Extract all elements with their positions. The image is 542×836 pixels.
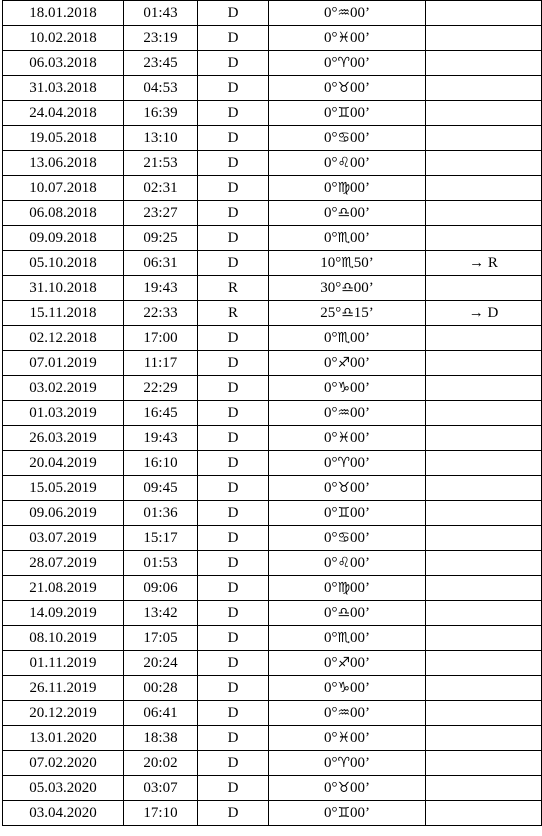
time-cell: 09:25 xyxy=(124,226,198,251)
time-cell: 13:10 xyxy=(124,126,198,151)
time-cell: 22:29 xyxy=(124,376,198,401)
direction-cell: R xyxy=(198,301,269,326)
zodiac-sign-icon: ♓ xyxy=(337,29,351,46)
station-note-cell xyxy=(426,626,542,651)
date-cell: 05.10.2018 xyxy=(3,251,124,276)
direction-cell: R xyxy=(198,276,269,301)
table-row xyxy=(3,326,542,351)
direction-cell: D xyxy=(198,676,269,701)
time-cell: 17:00 xyxy=(124,326,198,351)
position-cell xyxy=(269,326,426,351)
position-cell xyxy=(269,801,426,826)
station-note-cell: → D xyxy=(426,301,542,326)
time-cell: 15:17 xyxy=(124,526,198,551)
date-cell: 21.08.2019 xyxy=(3,576,124,601)
position-degrees: 0° xyxy=(323,179,338,196)
position-degrees: 0° xyxy=(323,779,338,796)
direction-cell: D xyxy=(198,126,269,151)
zodiac-sign-icon: ♑ xyxy=(337,679,351,696)
station-note-cell xyxy=(426,801,542,826)
table-row xyxy=(3,226,542,251)
station-note-cell xyxy=(426,276,542,301)
position-minutes: 00’ xyxy=(350,379,371,396)
station-note-cell xyxy=(426,576,542,601)
position-degrees: 0° xyxy=(323,229,338,246)
table-row xyxy=(3,501,542,526)
station-note-cell xyxy=(426,451,542,476)
zodiac-sign-icon: ♏ xyxy=(337,229,351,246)
time-cell: 01:53 xyxy=(124,551,198,576)
table-row xyxy=(3,76,542,101)
position-degrees: 0° xyxy=(323,804,338,821)
direction-cell: D xyxy=(198,726,269,751)
table-row xyxy=(3,276,542,301)
table-row xyxy=(3,1,542,26)
position-degrees: 0° xyxy=(323,154,338,171)
table-row xyxy=(3,426,542,451)
position-cell xyxy=(269,401,426,426)
time-cell: 02:31 xyxy=(124,176,198,201)
table-row xyxy=(3,51,542,76)
table-row xyxy=(3,576,542,601)
time-cell: 23:19 xyxy=(124,26,198,51)
zodiac-sign-icon: ♉ xyxy=(337,479,351,496)
position-degrees: 0° xyxy=(323,504,338,521)
table-row xyxy=(3,201,542,226)
direction-cell: D xyxy=(198,176,269,201)
zodiac-sign-icon: ♈ xyxy=(337,754,351,771)
position-minutes: 15’ xyxy=(353,304,374,321)
position-minutes: 00’ xyxy=(350,604,371,621)
time-cell: 01:36 xyxy=(124,501,198,526)
position-degrees: 0° xyxy=(323,729,338,746)
table-row xyxy=(3,651,542,676)
position-minutes: 50’ xyxy=(353,254,374,271)
position-minutes: 00’ xyxy=(350,229,371,246)
date-cell: 01.03.2019 xyxy=(3,401,124,426)
position-degrees: 0° xyxy=(323,679,338,696)
direction-cell: D xyxy=(198,801,269,826)
zodiac-sign-icon: ♎ xyxy=(337,204,351,221)
direction-cell: D xyxy=(198,701,269,726)
station-note-cell xyxy=(426,151,542,176)
position-minutes: 00’ xyxy=(353,279,374,296)
time-cell: 16:45 xyxy=(124,401,198,426)
table-row xyxy=(3,776,542,801)
position-minutes: 00’ xyxy=(350,629,371,646)
time-cell: 20:24 xyxy=(124,651,198,676)
table-row xyxy=(3,401,542,426)
position-cell xyxy=(269,526,426,551)
ephemeris-table-body xyxy=(3,1,542,826)
position-minutes: 00’ xyxy=(350,104,371,121)
table-row xyxy=(3,676,542,701)
position-cell xyxy=(269,726,426,751)
direction-cell: D xyxy=(198,526,269,551)
position-minutes: 00’ xyxy=(350,204,371,221)
position-degrees: 0° xyxy=(323,604,338,621)
position-cell xyxy=(269,151,426,176)
position-cell xyxy=(269,251,426,276)
station-note-cell xyxy=(426,26,542,51)
table-row xyxy=(3,376,542,401)
date-cell: 31.03.2018 xyxy=(3,76,124,101)
zodiac-sign-icon: ♓ xyxy=(337,429,351,446)
position-cell xyxy=(269,51,426,76)
station-note-cell xyxy=(426,201,542,226)
time-cell: 03:07 xyxy=(124,776,198,801)
direction-cell: D xyxy=(198,551,269,576)
position-degrees: 25° xyxy=(320,304,342,321)
position-minutes: 00’ xyxy=(350,29,371,46)
station-note-cell xyxy=(426,101,542,126)
position-minutes: 00’ xyxy=(350,79,371,96)
position-cell xyxy=(269,76,426,101)
station-note-cell xyxy=(426,526,542,551)
station-note-cell: → R xyxy=(426,251,542,276)
table-row xyxy=(3,251,542,276)
position-minutes: 00’ xyxy=(350,179,371,196)
position-cell xyxy=(269,101,426,126)
position-cell xyxy=(269,301,426,326)
table-row xyxy=(3,551,542,576)
direction-cell: D xyxy=(198,151,269,176)
zodiac-sign-icon: ♌ xyxy=(337,554,351,571)
zodiac-sign-icon: ♎ xyxy=(341,304,354,321)
table-row xyxy=(3,601,542,626)
position-degrees: 0° xyxy=(323,754,338,771)
time-cell: 09:06 xyxy=(124,576,198,601)
position-minutes: 00’ xyxy=(350,529,371,546)
direction-cell: D xyxy=(198,51,269,76)
position-minutes: 00’ xyxy=(350,704,371,721)
position-minutes: 00’ xyxy=(350,504,371,521)
date-cell: 07.01.2019 xyxy=(3,351,124,376)
time-cell: 23:27 xyxy=(124,201,198,226)
time-cell: 01:43 xyxy=(124,1,198,26)
position-degrees: 0° xyxy=(323,129,338,146)
position-cell xyxy=(269,126,426,151)
time-cell: 21:53 xyxy=(124,151,198,176)
position-cell xyxy=(269,376,426,401)
station-note-cell xyxy=(426,776,542,801)
position-minutes: 00’ xyxy=(350,4,371,21)
position-cell xyxy=(269,626,426,651)
position-degrees: 0° xyxy=(323,454,338,471)
direction-cell: D xyxy=(198,451,269,476)
date-cell: 13.06.2018 xyxy=(3,151,124,176)
zodiac-sign-icon: ♉ xyxy=(337,779,351,796)
time-cell: 19:43 xyxy=(124,276,198,301)
zodiac-sign-icon: ♈ xyxy=(337,454,351,471)
date-cell: 09.09.2018 xyxy=(3,226,124,251)
time-cell: 22:33 xyxy=(124,301,198,326)
position-cell xyxy=(269,426,426,451)
station-note-cell xyxy=(426,551,542,576)
table-row xyxy=(3,126,542,151)
position-degrees: 0° xyxy=(323,79,338,96)
position-minutes: 00’ xyxy=(350,554,371,571)
table-row xyxy=(3,476,542,501)
zodiac-sign-icon: ♈ xyxy=(337,54,351,71)
direction-cell: D xyxy=(198,476,269,501)
direction-cell: D xyxy=(198,201,269,226)
date-cell: 26.03.2019 xyxy=(3,426,124,451)
position-minutes: 00’ xyxy=(350,804,371,821)
position-degrees: 0° xyxy=(323,429,338,446)
position-minutes: 00’ xyxy=(350,329,371,346)
time-cell: 17:05 xyxy=(124,626,198,651)
zodiac-sign-icon: ♎ xyxy=(341,279,354,296)
position-cell xyxy=(269,501,426,526)
station-note-cell xyxy=(426,351,542,376)
table-row xyxy=(3,451,542,476)
station-note-cell xyxy=(426,326,542,351)
table-row xyxy=(3,801,542,826)
date-cell: 10.02.2018 xyxy=(3,26,124,51)
position-degrees: 0° xyxy=(323,704,338,721)
position-degrees: 0° xyxy=(323,4,338,21)
position-degrees: 0° xyxy=(323,104,338,121)
table-row xyxy=(3,301,542,326)
date-cell: 15.11.2018 xyxy=(3,301,124,326)
zodiac-sign-icon: ♏ xyxy=(337,629,351,646)
date-cell: 06.03.2018 xyxy=(3,51,124,76)
zodiac-sign-icon: ♋ xyxy=(337,529,351,546)
position-cell xyxy=(269,226,426,251)
position-cell xyxy=(269,701,426,726)
date-cell: 06.08.2018 xyxy=(3,201,124,226)
position-minutes: 00’ xyxy=(350,429,371,446)
station-note-cell xyxy=(426,226,542,251)
station-note-cell xyxy=(426,76,542,101)
direction-cell: D xyxy=(198,376,269,401)
direction-cell: D xyxy=(198,76,269,101)
date-cell: 13.01.2020 xyxy=(3,726,124,751)
station-note-cell xyxy=(426,476,542,501)
position-degrees: 0° xyxy=(323,29,338,46)
direction-cell: D xyxy=(198,101,269,126)
direction-cell: D xyxy=(198,401,269,426)
date-cell: 26.11.2019 xyxy=(3,676,124,701)
station-note-cell xyxy=(426,676,542,701)
date-cell: 03.04.2020 xyxy=(3,801,124,826)
zodiac-sign-icon: ♊ xyxy=(337,104,351,121)
table-row xyxy=(3,101,542,126)
position-minutes: 00’ xyxy=(350,754,371,771)
position-degrees: 0° xyxy=(323,379,338,396)
position-degrees: 0° xyxy=(323,579,338,596)
position-cell xyxy=(269,26,426,51)
date-cell: 08.10.2019 xyxy=(3,626,124,651)
position-cell xyxy=(269,201,426,226)
station-note-cell xyxy=(426,376,542,401)
station-note-cell xyxy=(426,751,542,776)
station-note-cell xyxy=(426,601,542,626)
position-cell xyxy=(269,551,426,576)
zodiac-sign-icon: ♋ xyxy=(337,129,351,146)
date-cell: 15.05.2019 xyxy=(3,476,124,501)
zodiac-sign-icon: ♐ xyxy=(337,654,351,671)
position-degrees: 0° xyxy=(323,354,338,371)
zodiac-sign-icon: ♍ xyxy=(337,179,351,196)
date-cell: 31.10.2018 xyxy=(3,276,124,301)
date-cell: 10.07.2018 xyxy=(3,176,124,201)
zodiac-sign-icon: ♎ xyxy=(337,604,351,621)
direction-cell: D xyxy=(198,576,269,601)
direction-cell: D xyxy=(198,326,269,351)
table-row xyxy=(3,26,542,51)
position-minutes: 00’ xyxy=(350,354,371,371)
zodiac-sign-icon: ♊ xyxy=(337,804,351,821)
direction-cell: D xyxy=(198,26,269,51)
position-cell xyxy=(269,576,426,601)
station-note-cell xyxy=(426,651,542,676)
position-cell xyxy=(269,451,426,476)
position-degrees: 0° xyxy=(323,54,338,71)
position-minutes: 00’ xyxy=(350,129,371,146)
position-cell xyxy=(269,351,426,376)
direction-cell: D xyxy=(198,226,269,251)
time-cell: 06:31 xyxy=(124,251,198,276)
table-row xyxy=(3,726,542,751)
date-cell: 07.02.2020 xyxy=(3,751,124,776)
zodiac-sign-icon: ♒ xyxy=(337,404,351,421)
direction-cell: D xyxy=(198,426,269,451)
position-degrees: 0° xyxy=(323,554,338,571)
station-note-cell xyxy=(426,726,542,751)
position-minutes: 00’ xyxy=(350,404,371,421)
direction-cell: D xyxy=(198,651,269,676)
direction-cell: D xyxy=(198,1,269,26)
direction-cell: D xyxy=(198,251,269,276)
position-cell xyxy=(269,476,426,501)
position-degrees: 0° xyxy=(323,329,338,346)
position-minutes: 00’ xyxy=(350,679,371,696)
position-degrees: 0° xyxy=(323,404,338,421)
date-cell: 03.07.2019 xyxy=(3,526,124,551)
zodiac-sign-icon: ♏ xyxy=(337,329,351,346)
table-row xyxy=(3,351,542,376)
position-degrees: 0° xyxy=(323,629,338,646)
position-minutes: 00’ xyxy=(350,454,371,471)
table-row xyxy=(3,751,542,776)
zodiac-sign-icon: ♑ xyxy=(337,379,351,396)
direction-cell: D xyxy=(198,501,269,526)
position-minutes: 00’ xyxy=(350,154,371,171)
time-cell: 23:45 xyxy=(124,51,198,76)
date-cell: 20.12.2019 xyxy=(3,701,124,726)
date-cell: 02.12.2018 xyxy=(3,326,124,351)
direction-cell: D xyxy=(198,626,269,651)
zodiac-sign-icon: ♒ xyxy=(337,704,351,721)
zodiac-sign-icon: ♐ xyxy=(337,354,351,371)
time-cell: 17:10 xyxy=(124,801,198,826)
zodiac-sign-icon: ♓ xyxy=(337,729,351,746)
time-cell: 04:53 xyxy=(124,76,198,101)
date-cell: 28.07.2019 xyxy=(3,551,124,576)
zodiac-sign-icon: ♊ xyxy=(337,504,351,521)
time-cell: 06:41 xyxy=(124,701,198,726)
station-note-cell xyxy=(426,1,542,26)
date-cell: 18.01.2018 xyxy=(3,1,124,26)
position-cell xyxy=(269,776,426,801)
position-minutes: 00’ xyxy=(350,479,371,496)
position-degrees: 0° xyxy=(323,204,338,221)
date-cell: 05.03.2020 xyxy=(3,776,124,801)
zodiac-sign-icon: ♒ xyxy=(337,4,351,21)
zodiac-sign-icon: ♍ xyxy=(337,579,351,596)
position-degrees: 0° xyxy=(323,479,338,496)
station-note-cell xyxy=(426,426,542,451)
station-note-cell xyxy=(426,176,542,201)
position-minutes: 00’ xyxy=(350,54,371,71)
position-degrees: 0° xyxy=(323,529,338,546)
position-cell xyxy=(269,751,426,776)
direction-cell: D xyxy=(198,776,269,801)
ephemeris-table xyxy=(2,0,542,826)
date-cell: 09.06.2019 xyxy=(3,501,124,526)
station-note-cell xyxy=(426,701,542,726)
table-row xyxy=(3,626,542,651)
time-cell: 00:28 xyxy=(124,676,198,701)
time-cell: 20:02 xyxy=(124,751,198,776)
position-degrees: 30° xyxy=(320,279,342,296)
position-minutes: 00’ xyxy=(350,729,371,746)
position-cell xyxy=(269,651,426,676)
zodiac-sign-icon: ♏ xyxy=(341,254,354,271)
time-cell: 09:45 xyxy=(124,476,198,501)
position-cell xyxy=(269,1,426,26)
date-cell: 19.05.2018 xyxy=(3,126,124,151)
position-minutes: 00’ xyxy=(350,654,371,671)
date-cell: 03.02.2019 xyxy=(3,376,124,401)
position-degrees: 0° xyxy=(323,654,338,671)
zodiac-sign-icon: ♌ xyxy=(337,154,351,171)
position-degrees: 10° xyxy=(320,254,342,271)
position-minutes: 00’ xyxy=(350,779,371,796)
time-cell: 16:10 xyxy=(124,451,198,476)
position-cell xyxy=(269,176,426,201)
table-row xyxy=(3,526,542,551)
table-row xyxy=(3,701,542,726)
table-row xyxy=(3,151,542,176)
time-cell: 16:39 xyxy=(124,101,198,126)
position-minutes: 00’ xyxy=(350,579,371,596)
time-cell: 19:43 xyxy=(124,426,198,451)
date-cell: 14.09.2019 xyxy=(3,601,124,626)
date-cell: 24.04.2018 xyxy=(3,101,124,126)
station-note-cell xyxy=(426,401,542,426)
station-note-cell xyxy=(426,51,542,76)
station-note-cell xyxy=(426,126,542,151)
time-cell: 11:17 xyxy=(124,351,198,376)
position-cell xyxy=(269,676,426,701)
position-cell xyxy=(269,601,426,626)
direction-cell: D xyxy=(198,351,269,376)
time-cell: 18:38 xyxy=(124,726,198,751)
date-cell: 20.04.2019 xyxy=(3,451,124,476)
station-note-cell xyxy=(426,501,542,526)
date-cell: 01.11.2019 xyxy=(3,651,124,676)
direction-cell: D xyxy=(198,751,269,776)
time-cell: 13:42 xyxy=(124,601,198,626)
direction-cell: D xyxy=(198,601,269,626)
position-cell xyxy=(269,276,426,301)
table-row xyxy=(3,176,542,201)
zodiac-sign-icon: ♉ xyxy=(337,79,351,96)
